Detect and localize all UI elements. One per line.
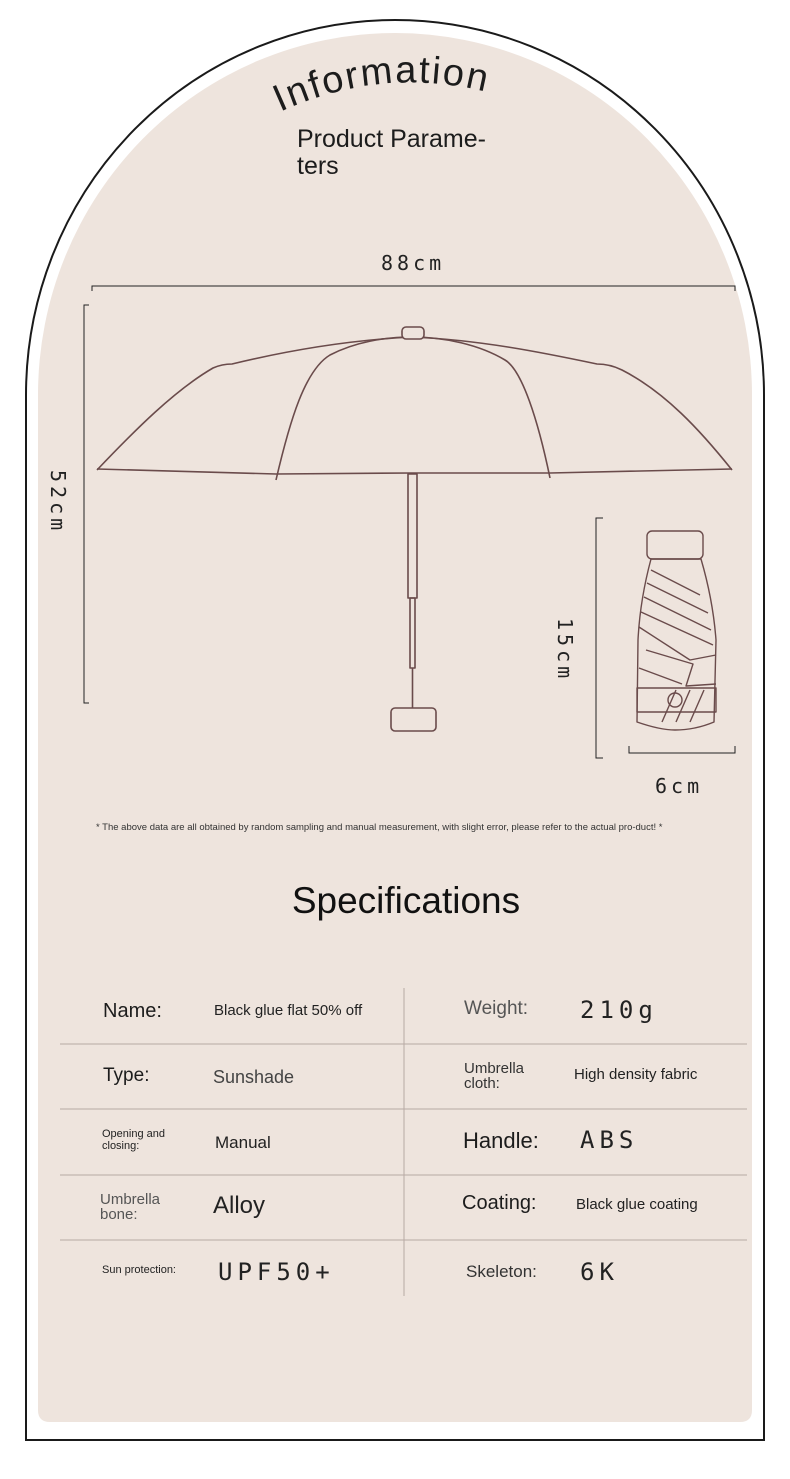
spec-value-coating: Black glue coating: [576, 1196, 698, 1213]
spec-value-skeleton: 6K: [580, 1258, 619, 1286]
spec-label-coating: Coating:: [462, 1192, 537, 1214]
folded-length-label: 15cm: [553, 618, 577, 683]
width-dimension-label: 88cm: [381, 251, 446, 275]
height-dimension-label: 52cm: [46, 470, 70, 535]
umbrella-tip: [402, 327, 424, 339]
spec-label-skeleton: Skeleton:: [466, 1262, 537, 1281]
folded-cap: [647, 531, 703, 559]
spec-label-umbrella-cloth: Umbrella cloth:: [464, 1060, 525, 1092]
umbrella-handle: [391, 708, 436, 731]
measurement-note: * The above data are all obtained by random sampling and manual measurement, with slight error, please refer to the actual pro-duct! *: [96, 822, 663, 833]
folded-width-label: 6cm: [655, 774, 704, 798]
spec-label-name: Name:: [103, 1000, 162, 1022]
spec-label-type: Type:: [103, 1065, 150, 1086]
specifications-title: Specifications: [291, 880, 521, 921]
spec-value-sun-protection: UPF50+: [218, 1258, 335, 1286]
spec-label-opening-closing: Opening and closing:: [102, 1128, 165, 1152]
spec-value-weight: 210g: [580, 996, 658, 1024]
information-arc-title: Information: [266, 49, 495, 121]
spec-label-sun-protection: Sun protection:: [102, 1264, 176, 1276]
spec-value-handle: ABS: [580, 1126, 639, 1154]
spec-value-umbrella-cloth: High density fabric: [574, 1066, 698, 1083]
spec-label-handle: Handle:: [463, 1128, 539, 1153]
spec-value-name: Black glue flat 50% off: [214, 1002, 363, 1019]
spec-label-weight: Weight:: [464, 998, 529, 1019]
spec-value-umbrella-bone: Alloy: [213, 1192, 266, 1219]
spec-value-type: Sunshade: [213, 1067, 295, 1087]
product-parameters-subtitle: Product Parame- ters: [297, 125, 486, 180]
spec-value-opening-closing: Manual: [215, 1133, 271, 1152]
spec-label-umbrella-bone: Umbrella bone:: [100, 1191, 161, 1223]
